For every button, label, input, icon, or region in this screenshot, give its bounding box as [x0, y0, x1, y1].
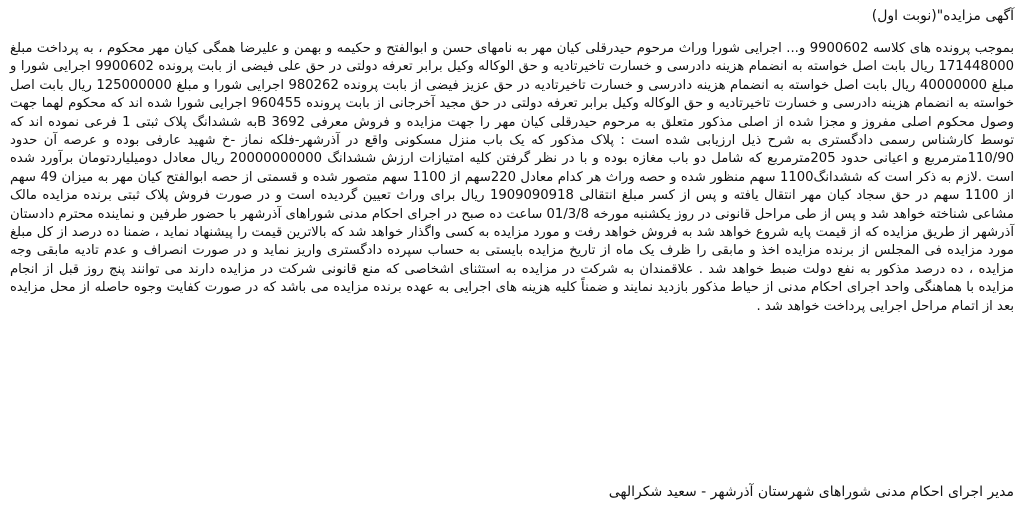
- notice-signature: مدیر اجرای احکام مدنی شوراهای شهرستان آذرشهر - سعید شکرالهی: [608, 484, 1014, 500]
- notice-body: بموجب پرونده های کلاسه 9900602 و... اجرایی شورا وراث مرحوم حیدرقلی کیان مهر به نامهای حسن و ابوالفتح و حکیمه و بهمن و علیرضا همگی کیان مهر محکوم ، به پرداخت مبلغ 171448000 ریال بابت اصل خواسته به انضمام هزینه دادرسی و خسارت تاخیرتادیه و حق الوکاله وکیل برابر تعرفه دولتی در حق علی فیضی از بابت پرونده 9900602 اجرایی شورا و مبلغ 40000000 ریال بابت اصل خواسته به انضمام هزینه دادرسی و خسارت تاخیرتادیه در حق عزیز فیضی از بابت پرونده 980262 اجرایی شورا و مبلغ 125000000 ریال بابت اصل خواسته به انضمام هزینه دادرسی و خسارت تاخیرتادیه و حق الوکاله وکیل برابر تعرفه دولتی در حق مجید آخرجانی از بابت پرونده 960455 اجرایی شورا شده اند که محکوم لهما جهت وصول محکوم اصلی مفروز و مجزا شده از اصلی مذکور متعلق به مرحوم حیدرقلی کیان مهر را جهت مزایده و فروش معرفی 3692 Bبه ششدانگ پلاک ثبتی 1 فرعی نموده اند که توسط کارشناس رسمی دادگستری به شرح ذیل ارزیابی شده است : پلاک مذکور که یک باب منزل مسکونی واقع در آذرشهر-فلکه نماز -خ شهید عارفی بوده و عرصه آن حدود 110/90مترمربع و اعیانی حدود 205مترمربع که شامل دو باب مغازه بوده و با در نظر گرفتن کلیه امتیازات ارزش ششدانگ 20000000000 ریال معادل دومیلیاردتومان برآورد شده است .لازم به ذکر است که ششدانگ1100 سهم منظور شده و حصه وراث هر کدام معادل 220سهم از 1100 سهم متصور شده و قسمتی از حصه ابوالفتح کیان مهر به میزان 49 سهم از 1100 سهم در حق سجاد کیان مهر انتقال یافته و پس از کسر مبلغ انتقالی 1909090918 ریال برای وراث تعیین گردیده است و در صورت فروش پلاک ثبتی برنده مزایده مالک مشاعی شناخته خواهد شد و پس از طی مراحل قانونی در روز یکشنبه مورخه 01/3/8 ساعت ده صبح در اجرای احکام مدنی شوراهای آذرشهر با حضور طرفین و نماینده محترم دادستان آذرشهر از طریق مزایده که از قیمت پایه شروع خواهد شد به فروش خواهد رفت و مورد مزایده به کسی واگذار خواهد شد که بالاترین قیمت را پیشنهاد نماید ، ضمنا ده درصد از کل مبلغ مورد مزایده فی المجلس از برنده مزایده اخذ و مابقی را ظرف یک ماه از تاریخ مزایده بایستی به حساب سپرده دادگستری واریز نماید و در صورت انصراف و عدم تادیه مابقی وجه مزایده ، ده درصد مذکور به نفع دولت ضبط خواهد شد . علاقمندان به شرکت در مزایده به استثنای اشخاصی که منع قانونی شرکت در مزایده دارند می توانند پنج روز قبل از انجام مزایده با هماهنگی واحد اجرای احکام مدنی از حیاط مذکور بازدید نمایند و ضمناً کلیه هزینه های اجرایی به عهده برنده مزایده می باشد که در صورت کفایت وجوه حاصله از محل مزایده بعد از اتمام مراحل اجرایی پرداخت خواهد شد .: [10, 41, 1014, 314]
- auction-notice: [10, 6, 1014, 510]
- notice-title: آگهی مزایده"(نوبت اول): [871, 8, 1014, 24]
